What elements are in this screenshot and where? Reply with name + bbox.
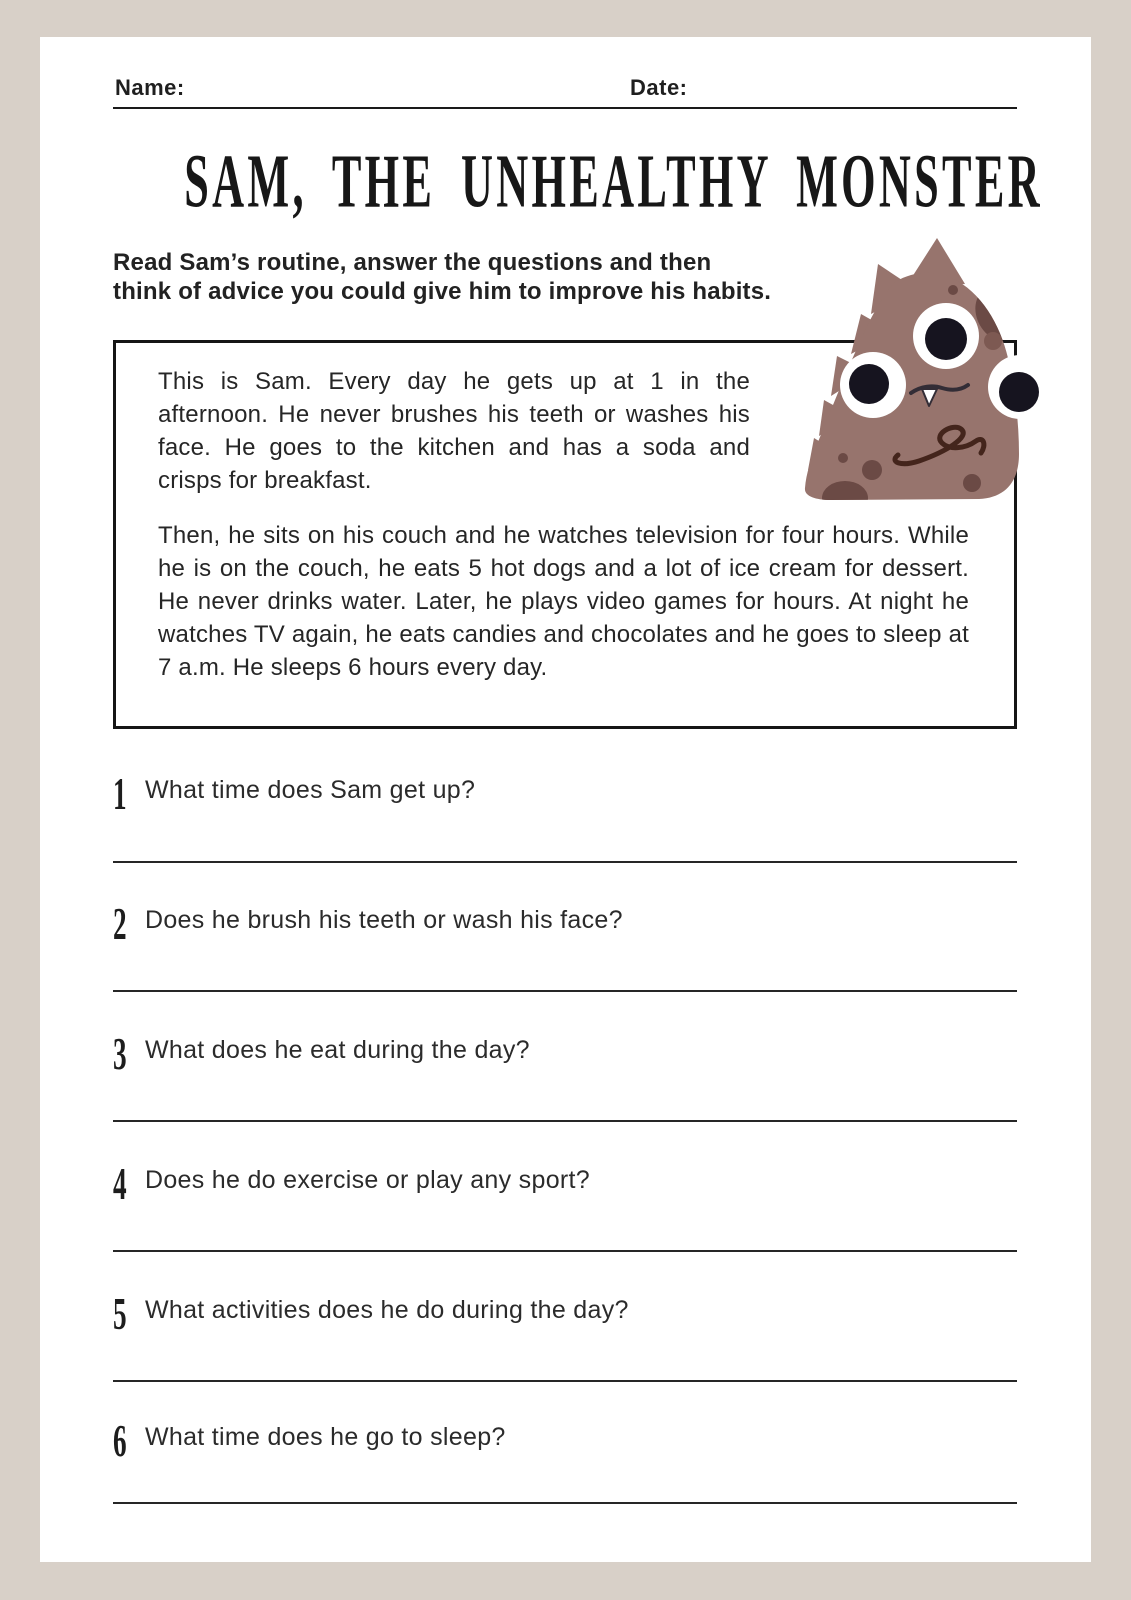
instructions (113, 248, 771, 306)
question-text-6: What time does he go to sleep? (145, 1423, 506, 1451)
name-label: Name: (115, 75, 185, 100)
page-title-text: SAM, THE UNHEALTHY MONSTER (184, 138, 1043, 224)
question-number-2: 2 (113, 900, 127, 950)
question-text-4: Does he do exercise or play any sport? (145, 1166, 590, 1194)
question-row-2 (113, 900, 1023, 950)
answer-line-5[interactable] (113, 1380, 1017, 1382)
question-text-2: Does he brush his teeth or wash his face? (145, 906, 623, 934)
question-row-5 (113, 1290, 1023, 1340)
answer-line-3[interactable] (113, 1120, 1017, 1122)
question-row-1 (113, 770, 1023, 820)
worksheet-sheet (40, 37, 1091, 1562)
date-label: Date: (630, 75, 688, 100)
page-title (90, 137, 1043, 224)
question-number-6: 6 (113, 1417, 127, 1467)
question-row-3 (113, 1030, 1023, 1080)
reading-paragraph-2: Then, he sits on his couch and he watches television for four hours. While he is on the couch, he eats 5 hot dogs and a lot of ice cream for dessert. He never drinks water. Later, he plays video games for hours. At night he watches TV again, he eats candies and chocolates and he goes to sleep at 7 a.m. He sleeps 6 hours every day. (158, 522, 969, 681)
question-number-1: 1 (113, 770, 127, 820)
answer-line-1[interactable] (113, 861, 1017, 863)
monster-mid-spot (984, 332, 1002, 350)
question-text-5: What activities does he do during the day? (145, 1296, 629, 1324)
question-text-3: What does he eat during the day? (145, 1036, 530, 1064)
question-number-3: 3 (113, 1030, 127, 1080)
question-row-4 (113, 1160, 1023, 1210)
question-text-1: What time does Sam get up? (145, 776, 476, 804)
instructions-line-1: Read Sam’s routine, answer the questions and then (113, 249, 712, 276)
question-row-6 (113, 1417, 1023, 1467)
instructions-line-2: think of advice you could give him to improve his habits. (113, 278, 772, 305)
question-number-4: 4 (113, 1160, 127, 1210)
question-number-5: 5 (113, 1290, 127, 1340)
answer-line-6[interactable] (113, 1502, 1017, 1504)
answer-line-2[interactable] (113, 990, 1017, 992)
name-date-write-line[interactable] (113, 107, 1017, 109)
reading-paragraph-1: This is Sam. Every day he gets up at 1 in the afternoon. He never brushes his teeth or washes his face. He goes to the kitchen and has a soda and crisps for breakfast. (158, 368, 750, 494)
answer-line-4[interactable] (113, 1250, 1017, 1252)
sam-monster-illustration (795, 222, 1055, 514)
